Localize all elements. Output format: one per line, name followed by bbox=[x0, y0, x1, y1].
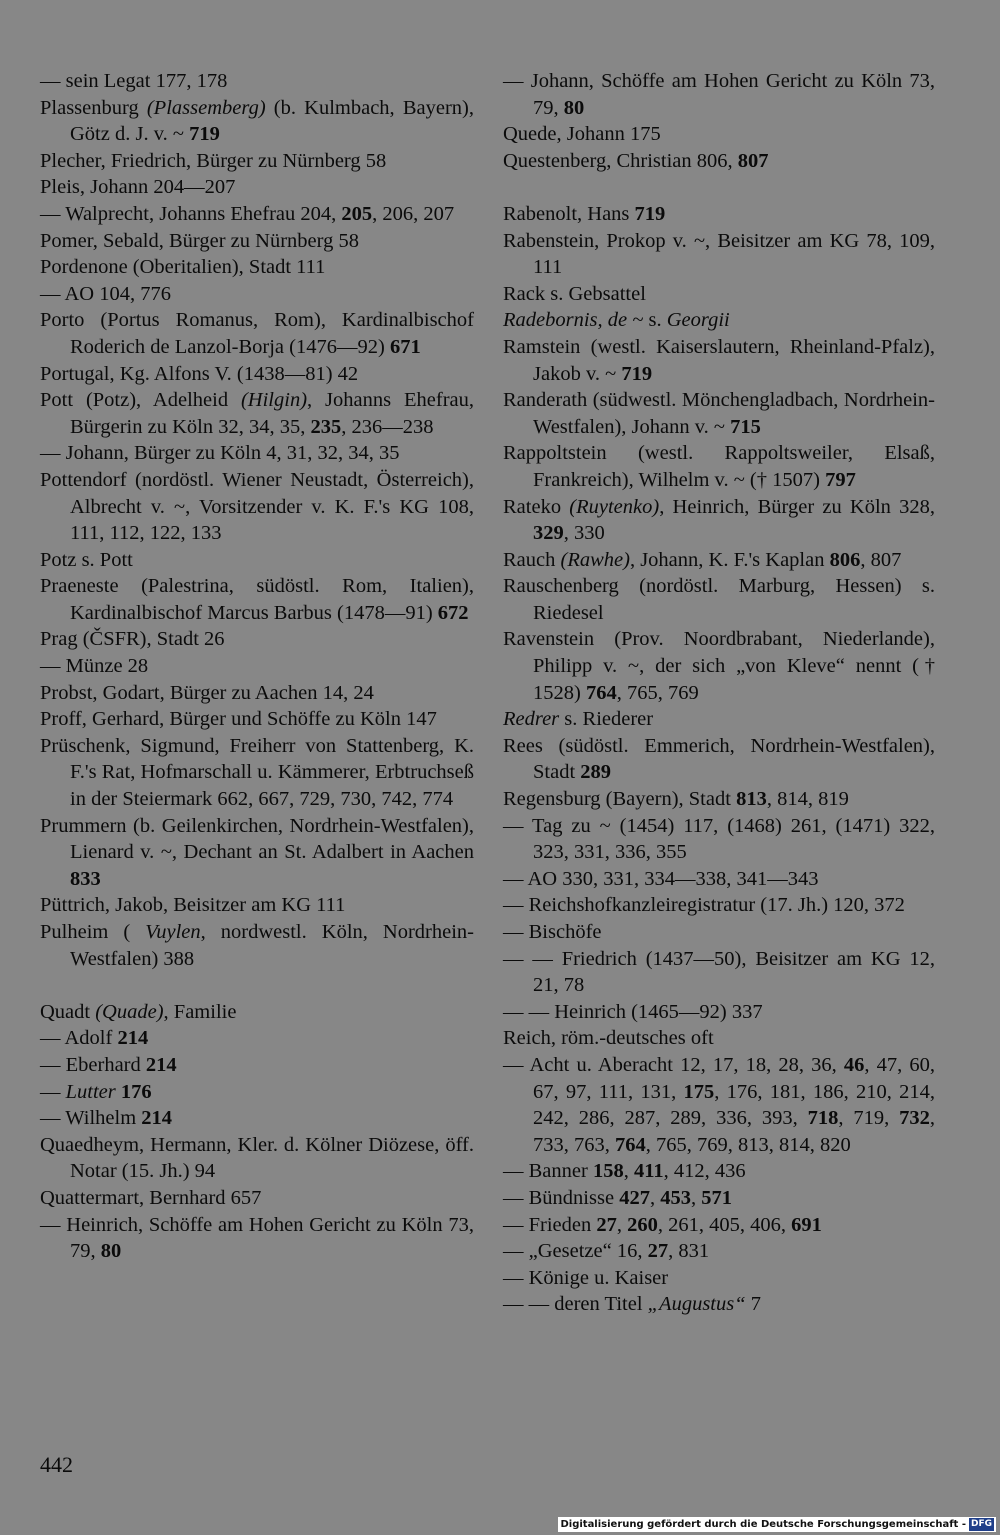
index-entry bbox=[40, 892, 474, 919]
index-entry bbox=[40, 547, 474, 574]
entry-text: 806 bbox=[829, 548, 861, 571]
index-entry bbox=[40, 733, 474, 813]
entry-text: Ravenstein (Prov. Noordbrabant, Niederlande), Philipp v. ~, der sich „von Kleve“ nennt († 1528) bbox=[503, 628, 935, 704]
entry-text: , 831 bbox=[668, 1240, 710, 1263]
entry-text: , 412, 436 bbox=[663, 1160, 746, 1183]
entry-text: — — Heinrich (1465—92) 337 bbox=[503, 1000, 763, 1023]
entry-text: 807 bbox=[737, 149, 769, 172]
entry-text: Rack s. Gebsattel bbox=[503, 282, 646, 305]
index-entry bbox=[40, 387, 474, 440]
entry-text: , 765, 769 bbox=[616, 681, 699, 704]
entry-text: (b. Kulmbach, Bayern), Götz d. J. v. ~ bbox=[70, 96, 474, 146]
entry-text: 27 bbox=[647, 1240, 669, 1263]
entry-text: Praeneste (Palestrina, südöstl. Rom, Italien), Kardinalbischof Marcus Barbus (1478—91) bbox=[40, 575, 474, 624]
entry-text: Plassenburg bbox=[40, 96, 147, 119]
page-number: 442 bbox=[40, 1452, 73, 1477]
index-entry bbox=[503, 547, 935, 574]
index-entry bbox=[503, 626, 935, 706]
entry-text: — Johann, Bürger zu Köln 4, 31, 32, 34, 35 bbox=[40, 442, 400, 465]
entry-text: 329 bbox=[533, 522, 564, 545]
entry-text: 214 bbox=[117, 1027, 149, 1050]
index-entry bbox=[503, 919, 935, 946]
entry-text: 235 bbox=[310, 415, 342, 438]
entry-text: 80 bbox=[100, 1240, 122, 1263]
index-entry bbox=[40, 68, 474, 95]
entry-text: , 176, 181, 186, 210, 214, 242, 286, 287, 289, 336, 393, bbox=[533, 1080, 936, 1130]
index-column-right bbox=[503, 68, 935, 1318]
entry-text: , Johanns Ehefrau, Bürgerin zu Köln 32, 34, 35, bbox=[70, 389, 475, 438]
entry-text: , 814, 819 bbox=[766, 788, 849, 811]
entry-text: — Frieden bbox=[503, 1213, 597, 1236]
entry-text: 289 bbox=[580, 761, 612, 784]
index-entry bbox=[503, 307, 935, 334]
entry-text: Questenberg, Christian 806, bbox=[503, 149, 738, 172]
entry-text: — sein Legat 177, 178 bbox=[40, 70, 228, 92]
index-entry bbox=[40, 1079, 474, 1106]
entry-text: Quattermart, Bernhard 657 bbox=[40, 1186, 262, 1209]
index-entry bbox=[503, 573, 935, 626]
entry-text: Ramstein (westl. Kaiserslautern, Rheinland-Pfalz), Jakob v. ~ bbox=[503, 335, 935, 385]
entry-text: Redrer bbox=[503, 708, 560, 731]
entry-text: , bbox=[649, 1186, 661, 1209]
entry-text: 571 bbox=[701, 1186, 732, 1209]
entry-text: , 330 bbox=[563, 522, 605, 545]
entry-text: Proff, Gerhard, Bürger und Schöffe zu Köln 147 bbox=[40, 708, 437, 731]
index-entry bbox=[40, 228, 474, 255]
entry-text: 719 bbox=[634, 202, 666, 225]
footer-text: Digitalisierung gefördert durch die Deutsche Forschungsgemeinschaft - bbox=[560, 1519, 966, 1530]
entry-text: 80 bbox=[563, 96, 585, 119]
entry-text: 46 bbox=[843, 1053, 865, 1076]
index-entry bbox=[40, 1185, 474, 1212]
entry-text: — Walprecht, Johanns Ehefrau 204, bbox=[40, 202, 342, 225]
entry-text: Portugal, Kg. Alfons V. (1438—81) 42 bbox=[40, 362, 359, 385]
entry-text: 718 bbox=[807, 1107, 839, 1130]
index-entry bbox=[40, 1025, 474, 1052]
entry-text: Potz s. Pott bbox=[40, 548, 133, 571]
index-entry bbox=[40, 1212, 474, 1265]
entry-text: , 765, 769, 813, 814, 820 bbox=[645, 1133, 851, 1156]
dfg-logo: DFG bbox=[970, 1519, 992, 1529]
index-entry bbox=[503, 1158, 935, 1185]
index-entry bbox=[40, 467, 474, 547]
entry-text: Porto (Portus Romanus, Rom), Kardinalbischof Roderich de Lanzol-Borja (1476—92) bbox=[40, 309, 474, 358]
entry-text: Pleis, Johann 204—207 bbox=[40, 176, 236, 199]
entry-text: , nordwestl. Köln, Nordrhein-Westfalen) 388 bbox=[70, 921, 474, 970]
entry-text: Prag (ČSFR), Stadt 26 bbox=[40, 628, 225, 651]
index-entry bbox=[503, 148, 935, 175]
entry-text: (Quade) bbox=[95, 1000, 164, 1023]
index-entry bbox=[40, 573, 474, 626]
index-entry bbox=[503, 1185, 935, 1212]
index-entry bbox=[503, 121, 935, 148]
entry-text: — Tag zu ~ (1454) 117, (1468) 261, (1471) 322, 323, 331, 336, 355 bbox=[503, 814, 935, 864]
entry-text: 797 bbox=[825, 468, 856, 491]
entry-text: Prummern (b. Geilenkirchen, Nordrhein-Westfalen), Lienard v. ~, Dechant an St. Adalbert in Aachen bbox=[40, 814, 474, 864]
entry-text: — — Friedrich (1437—50), Beisitzer am KG 12, 21, 78 bbox=[503, 947, 935, 997]
entry-text: Rabenolt, Hans bbox=[503, 202, 635, 225]
entry-text: 732 bbox=[899, 1107, 930, 1130]
index-entry bbox=[503, 494, 935, 547]
digitization-footer bbox=[558, 1517, 996, 1532]
entry-text: — AO 104, 776 bbox=[40, 282, 171, 305]
entry-text: 7 bbox=[745, 1293, 762, 1316]
entry-text: Randerath (südwestl. Mönchengladbach, Nordrhein-Westfalen), Johann v. ~ bbox=[503, 389, 935, 438]
index-entry bbox=[40, 174, 474, 201]
entry-text: Prüschenk, Sigmund, Freiherr von Stattenberg, K. F.'s Rat, Hofmarschall u. Kämmerer, Erbtruchseß in der Steiermark 662, 667, 729, 730, 742, 774 bbox=[40, 734, 474, 811]
entry-text: , 236—238 bbox=[341, 415, 434, 438]
entry-text: , Familie bbox=[163, 1000, 237, 1023]
entry-text: (Plassemberg) bbox=[146, 96, 266, 119]
entry-text: 427 bbox=[619, 1186, 650, 1209]
entry-text: Rauschenberg (nordöstl. Marburg, Hessen) s. Riedesel bbox=[503, 575, 935, 624]
entry-text: — Wilhelm bbox=[40, 1107, 142, 1130]
entry-text: , bbox=[616, 1213, 628, 1236]
index-entry bbox=[40, 999, 474, 1026]
index-entry bbox=[40, 201, 474, 228]
entry-text: Quadt bbox=[40, 1000, 96, 1023]
index-entry bbox=[40, 1132, 474, 1185]
entry-text: Pomer, Sebald, Bürger zu Nürnberg 58 bbox=[40, 229, 359, 252]
index-entry bbox=[40, 95, 474, 148]
entry-text: 214 bbox=[141, 1107, 173, 1130]
entry-text: , Johann, K. F.'s Kaplan bbox=[629, 548, 830, 571]
entry-text: Rees (südöstl. Emmerich, Nordrhein-Westfalen), Stadt bbox=[503, 734, 935, 784]
index-entry bbox=[503, 1291, 935, 1318]
section-gap bbox=[503, 174, 935, 201]
entry-text: — Bündnisse bbox=[503, 1186, 620, 1209]
index-entry bbox=[503, 1212, 935, 1239]
index-entry bbox=[40, 254, 474, 281]
entry-text: — Johann, Schöffe am Hohen Gericht zu Köln 73, 79, bbox=[503, 70, 935, 119]
entry-text: 833 bbox=[70, 867, 101, 890]
entry-text: 453 bbox=[660, 1186, 691, 1209]
index-entry bbox=[40, 148, 474, 175]
index-entry bbox=[40, 919, 474, 972]
index-entry bbox=[503, 387, 935, 440]
entry-text: Quede, Johann 175 bbox=[503, 123, 661, 146]
entry-text: — bbox=[40, 1080, 66, 1103]
entry-text: 411 bbox=[633, 1160, 664, 1183]
entry-text: Probst, Godart, Bürger zu Aachen 14, 24 bbox=[40, 681, 374, 704]
index-entry bbox=[503, 813, 935, 866]
entry-text: 672 bbox=[437, 601, 469, 624]
index-entry bbox=[503, 1052, 935, 1158]
entry-text: Rateko bbox=[503, 495, 570, 518]
entry-text: 176 bbox=[120, 1080, 152, 1103]
entry-text: , bbox=[690, 1186, 702, 1209]
entry-text: Vuylen bbox=[145, 921, 201, 943]
entry-text: Quaedheym, Hermann, Kler. d. Kölner Diözese, öff. Notar (15. Jh.) 94 bbox=[40, 1133, 474, 1183]
index-entry bbox=[503, 228, 935, 281]
entry-text: Rabenstein, Prokop v. ~, Beisitzer am KG 78, 109, 111 bbox=[503, 229, 935, 279]
entry-text: , 206, 207 bbox=[372, 202, 455, 225]
entry-text: 158 bbox=[592, 1160, 624, 1183]
entry-text: — — deren Titel bbox=[503, 1293, 648, 1316]
index-entry bbox=[503, 334, 935, 387]
entry-text: 260 bbox=[627, 1213, 658, 1236]
entry-text: , Heinrich, Bürger zu Köln 328, bbox=[659, 495, 935, 518]
entry-text: (Rawhe) bbox=[560, 548, 630, 571]
entry-text: Püttrich, Jakob, Beisitzer am KG 111 bbox=[40, 894, 346, 917]
entry-text: (Hilgin) bbox=[240, 389, 308, 412]
entry-text: Georgii bbox=[666, 309, 730, 332]
index-entry bbox=[40, 281, 474, 308]
index-entry bbox=[40, 653, 474, 680]
entry-text: Pott (Potz), Adelheid bbox=[40, 389, 241, 412]
entry-text: 27 bbox=[596, 1213, 617, 1236]
entry-text: 764 bbox=[585, 681, 617, 704]
index-entry bbox=[503, 281, 935, 308]
entry-text: 691 bbox=[791, 1213, 822, 1236]
entry-text: „Augustus“ bbox=[647, 1293, 746, 1316]
index-entry bbox=[503, 440, 935, 493]
entry-text: — Reichshofkanzleiregistratur (17. Jh.) 120, 372 bbox=[503, 894, 905, 917]
index-entry bbox=[40, 813, 474, 893]
index-entry bbox=[503, 946, 935, 999]
entry-text: Pottendorf (nordöstl. Wiener Neustadt, Österreich), Albrecht v. ~, Vorsitzender v. K. F.'s KG 108, 111, 112, 122, 133 bbox=[40, 468, 474, 545]
index-entry bbox=[40, 361, 474, 388]
entry-text: — Münze 28 bbox=[40, 655, 149, 678]
entry-text: — Banner bbox=[503, 1160, 593, 1183]
index-entry bbox=[503, 706, 935, 733]
entry-text: 214 bbox=[145, 1053, 177, 1076]
entry-text: , 733, 763, bbox=[533, 1107, 935, 1156]
entry-text: Rauch bbox=[503, 548, 561, 571]
entry-text: (Ruytenko) bbox=[569, 495, 660, 518]
entry-text: 764 bbox=[615, 1133, 646, 1156]
entry-text: Regensburg (Bayern), Stadt bbox=[503, 788, 737, 811]
index-entry bbox=[503, 733, 935, 786]
entry-text: Reich, röm.-deutsches oft bbox=[503, 1027, 714, 1050]
entry-text: — Eberhard bbox=[40, 1053, 146, 1076]
index-entry bbox=[503, 68, 935, 121]
index-entry bbox=[503, 866, 935, 893]
entry-text: s. Riederer bbox=[559, 708, 654, 731]
entry-text: 813 bbox=[736, 788, 767, 811]
section-gap bbox=[40, 972, 474, 999]
index-entry bbox=[503, 1265, 935, 1292]
entry-text: 205 bbox=[341, 202, 373, 225]
entry-text: 719 bbox=[621, 362, 653, 385]
entry-text: — Bischöfe bbox=[503, 921, 602, 943]
index-entry bbox=[40, 307, 474, 360]
entry-text: 715 bbox=[730, 415, 761, 438]
entry-text: , 719, bbox=[838, 1107, 900, 1130]
index-entry bbox=[40, 626, 474, 653]
entry-text: s. bbox=[648, 309, 667, 332]
entry-text: , 47, 60, 67, 97, 111, 131, bbox=[533, 1053, 936, 1103]
entry-text: , bbox=[623, 1160, 634, 1183]
entry-text: Rappoltstein (westl. Rappoltsweiler, Elsaß, Frankreich), Wilhelm v. ~ († 1507) bbox=[503, 442, 935, 491]
entry-text: — Adolf bbox=[40, 1027, 118, 1050]
entry-text: 671 bbox=[389, 335, 421, 358]
entry-text: — „Gesetze“ 16, bbox=[503, 1240, 648, 1263]
entry-text: Pulheim ( bbox=[40, 921, 146, 943]
index-entry bbox=[40, 440, 474, 467]
index-entry bbox=[503, 1025, 935, 1052]
entry-text: Radebornis, de ~ bbox=[503, 309, 649, 332]
entry-text: — Heinrich, Schöffe am Hohen Gericht zu Köln 73, 79, bbox=[40, 1213, 474, 1263]
entry-text: Plecher, Friedrich, Bürger zu Nürnberg 58 bbox=[40, 149, 387, 172]
index-entry bbox=[40, 1105, 474, 1132]
entry-text: , 807 bbox=[860, 548, 902, 571]
entry-text: Lutter bbox=[65, 1080, 116, 1103]
index-entry bbox=[40, 1052, 474, 1079]
index-entry bbox=[503, 1238, 935, 1265]
index-entry bbox=[503, 786, 935, 813]
index-entry bbox=[40, 680, 474, 707]
index-entry bbox=[503, 892, 935, 919]
entry-text: — Könige u. Kaiser bbox=[503, 1266, 669, 1289]
entry-text: 175 bbox=[683, 1080, 715, 1103]
entry-text: , 261, 405, 406, bbox=[657, 1213, 792, 1236]
entry-text: 719 bbox=[189, 123, 220, 146]
index-column-left bbox=[40, 68, 474, 1265]
entry-text: — Acht u. Aberacht 12, 17, 18, 28, 36, bbox=[503, 1053, 844, 1076]
index-entry bbox=[503, 201, 935, 228]
index-entry bbox=[503, 999, 935, 1026]
entry-text: — AO 330, 331, 334—338, 341—343 bbox=[503, 867, 819, 890]
entry-text: Pordenone (Oberitalien), Stadt 111 bbox=[40, 256, 326, 279]
index-entry bbox=[40, 706, 474, 733]
